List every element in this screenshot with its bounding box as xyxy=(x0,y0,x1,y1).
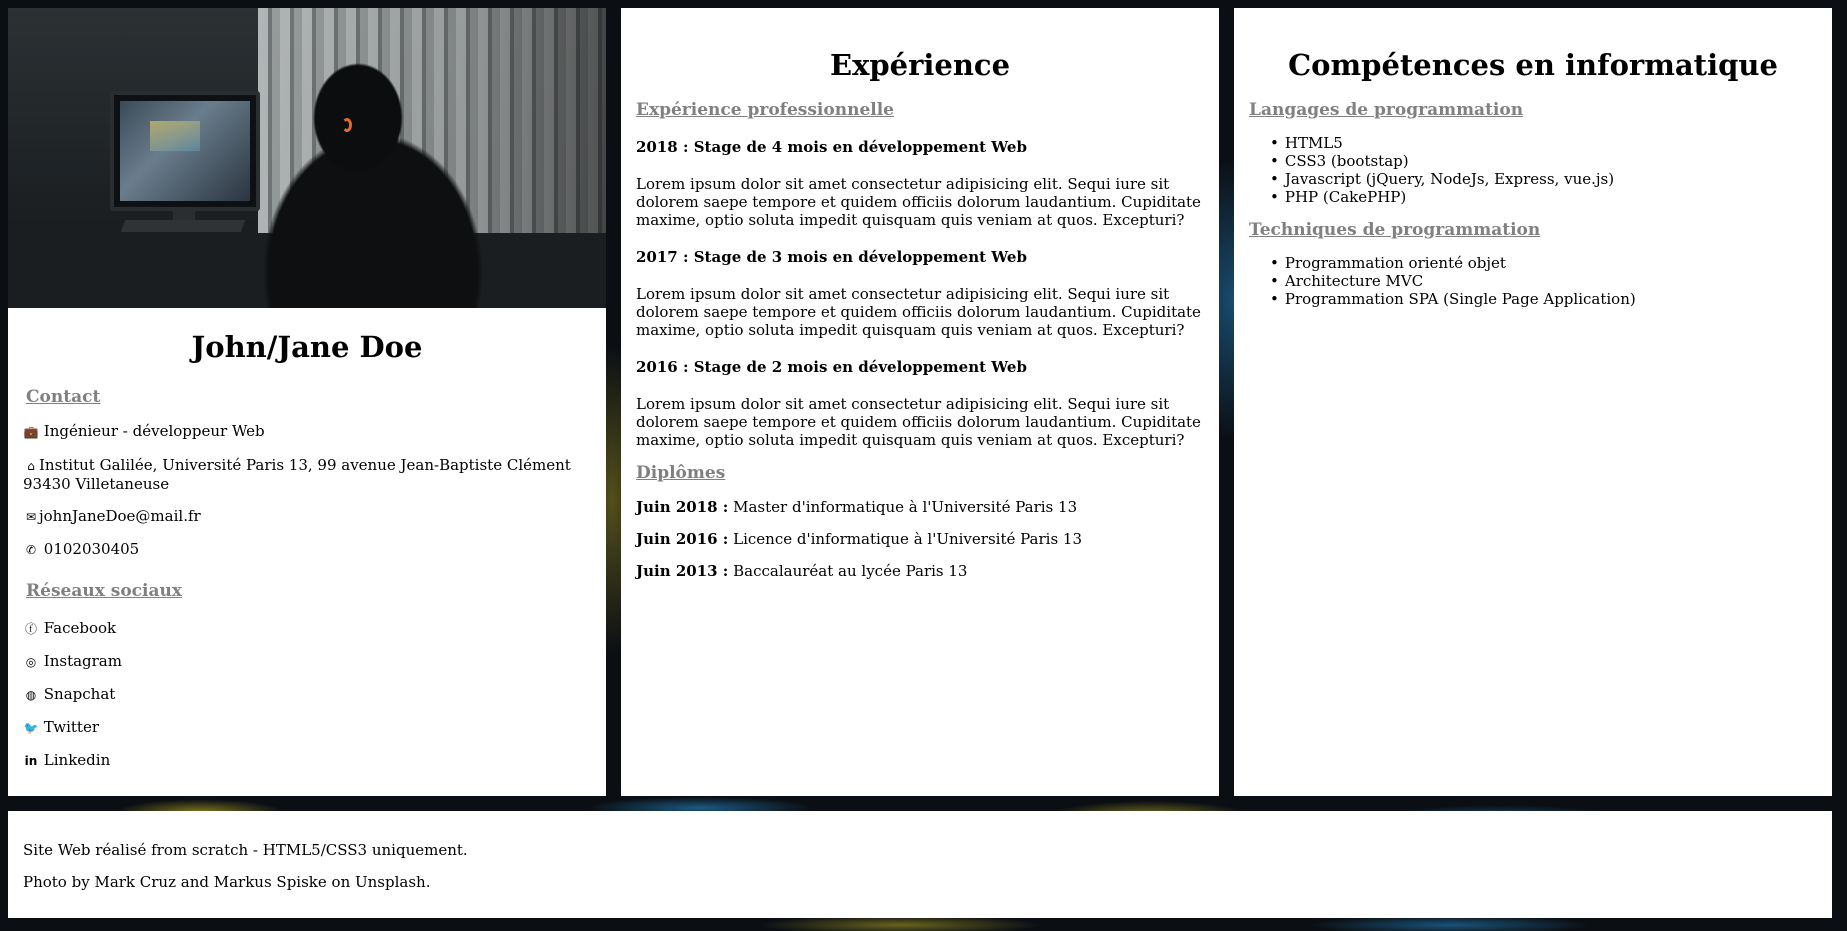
social-label: Snapchat xyxy=(43,685,116,703)
diploma-item xyxy=(621,562,1219,580)
skills-title: Compétences en informatique xyxy=(1288,48,1778,82)
diploma-text: Master d'informatique à l'Université Paris 13 xyxy=(733,498,1078,516)
briefcase-icon: 💼 xyxy=(23,425,39,439)
address-text: Institut Galilée, Université Paris 13, 99 avenue Jean-Baptiste Clément 93430 Villetaneuse xyxy=(23,456,571,493)
techniques-list xyxy=(1234,254,1832,308)
address-row xyxy=(8,456,606,493)
job-title: 2017 : Stage de 3 mois en développement Web xyxy=(636,248,1027,266)
job-row xyxy=(8,422,606,441)
profile-column xyxy=(8,8,606,796)
languages-list xyxy=(1234,134,1832,206)
job-title: 2018 : Stage de 4 mois en développement Web xyxy=(636,138,1027,156)
list-item: • CSS3 (bootstap) xyxy=(1270,152,1832,170)
job-description: Lorem ipsum dolor sit amet consectetur adipisicing elit. Sequi iure sit dolorem saepe tempore et quidem officiis dolorum laudantium. Cupiditate maxime, optio soluta impedit quisquam quis veniam at quos. Excepturi? xyxy=(636,395,1201,449)
social-label: Instagram xyxy=(43,652,122,670)
social-item-linkedin[interactable] xyxy=(8,751,606,770)
list-item: • PHP (CakePHP) xyxy=(1270,188,1832,206)
email-text: johnJaneDoe@mail.fr xyxy=(39,507,201,525)
pro-experience-link[interactable]: Expérience professionnelle xyxy=(636,100,894,120)
contact-heading-link[interactable]: Contact xyxy=(26,387,101,407)
envelope-icon: ✉ xyxy=(25,510,37,524)
job-description: Lorem ipsum dolor sit amet consectetur adipisicing elit. Sequi iure sit dolorem saepe tempore et quidem officiis dolorum laudantium. Cupiditate maxime, optio soluta impedit quisquam quis veniam at quos. Excepturi? xyxy=(636,285,1201,339)
diploma-item xyxy=(621,498,1219,516)
list-item: • Javascript (jQuery, NodeJs, Express, vue.js) xyxy=(1270,170,1832,188)
experience-column xyxy=(621,8,1219,796)
diplomas-link[interactable]: Diplômes xyxy=(636,463,726,483)
home-icon: ⌂ xyxy=(27,459,35,473)
snapchat-icon: ◍ xyxy=(25,688,37,702)
twitter-icon: 🐦 xyxy=(23,721,39,735)
techniques-link[interactable]: Techniques de programmation xyxy=(1249,220,1541,240)
diploma-date: Juin 2013 : xyxy=(636,562,729,580)
job-text: Ingénieur - développeur Web xyxy=(43,422,265,440)
social-label: Linkedin xyxy=(43,751,111,769)
diploma-date: Juin 2016 : xyxy=(636,530,729,548)
social-item-snapchat[interactable] xyxy=(8,685,606,704)
list-item: • Programmation SPA (Single Page Application) xyxy=(1270,290,1832,308)
profile-photo xyxy=(8,8,606,308)
languages-link[interactable]: Langages de programmation xyxy=(1249,100,1524,120)
linkedin-icon: in xyxy=(24,754,38,768)
phone-row xyxy=(8,540,606,559)
facebook-icon: ⓕ xyxy=(24,622,37,636)
job-description: Lorem ipsum dolor sit amet consectetur adipisicing elit. Sequi iure sit dolorem saepe tempore et quidem officiis dolorum laudantium. Cupiditate maxime, optio soluta impedit quisquam quis veniam at quos. Excepturi? xyxy=(636,175,1201,229)
job-title: 2016 : Stage de 2 mois en développement Web xyxy=(636,358,1027,376)
social-item-twitter[interactable] xyxy=(8,718,606,737)
diploma-date: Juin 2018 : xyxy=(636,498,729,516)
experience-title: Expérience xyxy=(829,48,1011,82)
phone-icon: ✆ xyxy=(25,543,37,557)
social-item-facebook[interactable] xyxy=(8,619,606,638)
diploma-text: Baccalauréat au lycée Paris 13 xyxy=(733,562,968,580)
social-label: Twitter xyxy=(43,718,99,736)
social-label: Facebook xyxy=(43,619,117,637)
footer xyxy=(8,811,1832,918)
profile-name: John/Jane Doe xyxy=(191,330,423,364)
instagram-icon: ◎ xyxy=(25,655,37,669)
footer-line: Site Web réalisé from scratch - HTML5/CSS3 uniquement. xyxy=(23,841,468,859)
list-item: • Programmation orienté objet xyxy=(1270,254,1832,272)
phone-text: 0102030405 xyxy=(43,540,140,558)
footer-credit: Photo by Mark Cruz and Markus Spiske on Unsplash. xyxy=(23,873,431,891)
email-row xyxy=(8,507,606,526)
list-item: • HTML5 xyxy=(1270,134,1832,152)
diploma-item xyxy=(621,530,1219,548)
diploma-text: Licence d'informatique à l'Université Paris 13 xyxy=(733,530,1083,548)
skills-column xyxy=(1234,8,1832,796)
social-heading-link[interactable]: Réseaux sociaux xyxy=(26,581,182,601)
list-item: • Architecture MVC xyxy=(1270,272,1832,290)
social-item-instagram[interactable] xyxy=(8,652,606,671)
